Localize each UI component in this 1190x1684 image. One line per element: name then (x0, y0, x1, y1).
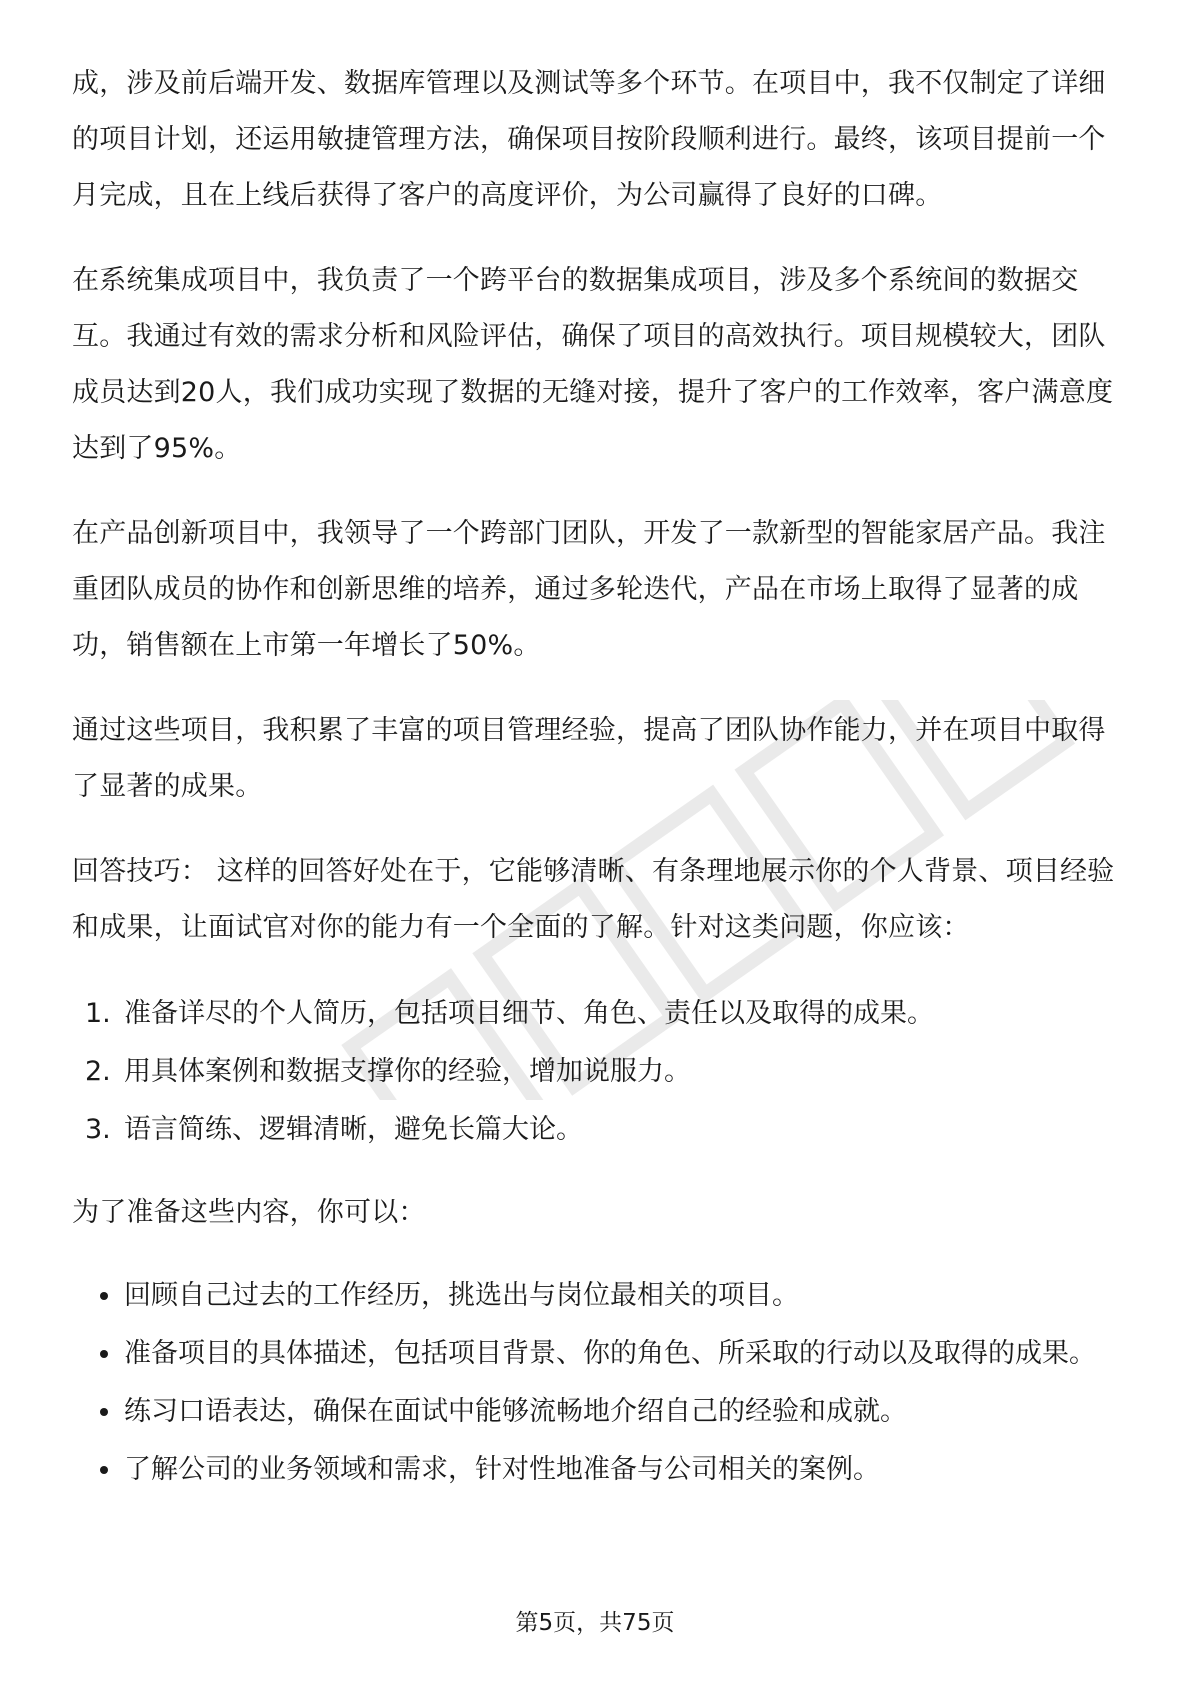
bullet-dot-icon (100, 1466, 108, 1474)
bullet-list (72, 1267, 1122, 1499)
bullet-dot-icon (100, 1292, 108, 1300)
list-item (72, 1267, 1122, 1325)
list-number: 2. (85, 1056, 111, 1087)
paragraph-product-innovation: 在产品创新项目中，我领导了一个跨部门团队，开发了一款新型的智能家居产品。我注重团队成员的协作和创新思维的培养，通过多轮迭代，产品在市场上取得了显著的成功，销售额在上市第一年增长了50%。 (72, 518, 1106, 661)
list-item (72, 1043, 1122, 1101)
list-item (72, 1325, 1122, 1383)
page-number-footer: 第5页，共75页 (515, 1610, 675, 1636)
list-item-text: 准备项目的具体描述，包括项目背景、你的角色、所采取的行动以及取得的成果。 (124, 1338, 1096, 1369)
paragraph-project-intro-end: 成，涉及前后端开发、数据库管理以及测试等多个环节。在项目中，我不仅制定了详细的项目计划，还运用敏捷管理方法，确保项目按阶段顺利进行。最终，该项目提前一个月完成，且在上线后获得了客户的高度评价，为公司赢得了良好的口碑。 (72, 68, 1106, 211)
list-number: 3. (85, 1114, 111, 1145)
list-item (72, 1383, 1122, 1441)
paragraph-answer-tips: 回答技巧： 这样的回答好处在于，它能够清晰、有条理地展示你的个人背景、项目经验和成果，让面试官对你的能力有一个全面的了解。针对这类问题，你应该： (72, 856, 1115, 943)
list-item-text: 用具体案例和数据支撑你的经验，增加说服力。 (124, 1056, 691, 1087)
list-item (72, 1101, 1122, 1159)
paragraph-prep-intro: 为了准备这些内容，你可以： (72, 1197, 426, 1228)
list-item-text: 了解公司的业务领域和需求，针对性地准备与公司相关的案例。 (124, 1454, 880, 1485)
list-item-text: 准备详尽的个人简历，包括项目细节、角色、责任以及取得的成果。 (124, 998, 934, 1029)
paragraph-system-integration: 在系统集成项目中，我负责了一个跨平台的数据集成项目，涉及多个系统间的数据交互。我通过有效的需求分析和风险评估，确保了项目的高效执行。项目规模较大，团队成员达到20人，我们成功实现了数据的无缝对接，提升了客户的工作效率，客户满意度达到了95%。 (72, 265, 1114, 464)
list-number: 1. (85, 998, 111, 1029)
paragraph-summary: 通过这些项目，我积累了丰富的项目管理经验，提高了团队协作能力，并在项目中取得了显著的成果。 (72, 715, 1106, 802)
bullet-dot-icon (100, 1408, 108, 1416)
list-item (72, 1441, 1122, 1499)
bullet-dot-icon (100, 1350, 108, 1358)
list-item (72, 985, 1122, 1043)
list-item-text: 练习口语表达，确保在面试中能够流畅地介绍自己的经验和成就。 (124, 1396, 907, 1427)
list-item-text: 回顾自己过去的工作经历，挑选出与岗位最相关的项目。 (124, 1280, 799, 1311)
numbered-list (72, 985, 1122, 1159)
list-item-text: 语言简练、逻辑清晰，避免长篇大论。 (124, 1114, 583, 1145)
document-body (72, 56, 1122, 1499)
